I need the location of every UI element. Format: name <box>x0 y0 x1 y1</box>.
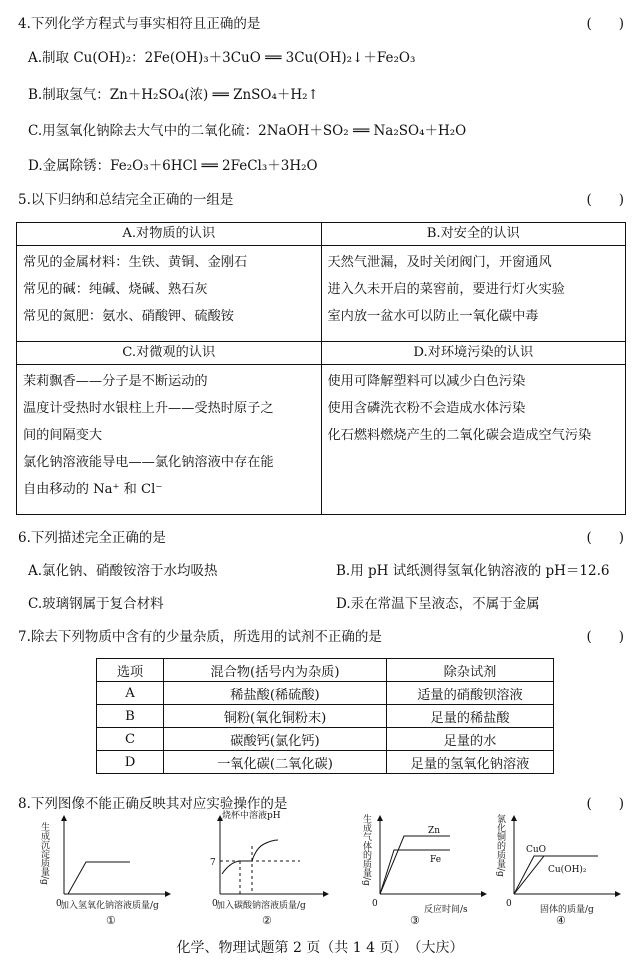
q5-cell-c-head: C.对微观的认识 <box>17 342 322 365</box>
graph-3-ylabel: 生成气体的质量/g <box>361 814 371 886</box>
graph-1 <box>64 818 168 894</box>
q5-cell-d-body <box>321 365 626 515</box>
table-row <box>97 682 554 705</box>
graph-4-xlabel: 固体的质量/g <box>540 905 594 915</box>
graph-1-ylabel: 生成沉淀质量/g <box>39 822 49 885</box>
q5-d-line: 化石燃料燃烧产生的二氧化碳会造成空气污染 <box>327 428 592 443</box>
q7-cell: 足量的水 <box>387 728 554 751</box>
q5-c-line: 茉莉飘香——分子是不断运动的 <box>23 374 208 389</box>
q7-header-option: 选项 <box>97 659 164 682</box>
q5-b-line: 室内放一盆水可以防止一氧化碳中毒 <box>327 309 539 324</box>
q8-stem: 8.下列图像不能正确反映其对应实验操作的是 <box>18 796 288 812</box>
graph-2-origin: 0 <box>212 899 218 909</box>
graph-4-series-cuoh2: Cu(OH)₂ <box>548 865 587 875</box>
graph-2-tick-7: 7 <box>210 858 216 868</box>
q6-option-c: C.玻璃钢属于复合材料 <box>28 596 164 612</box>
q6-option-d: D.汞在常温下呈液态，不属于金属 <box>336 596 540 612</box>
q7-header-mixture: 混合物(括号内为杂质) <box>164 659 387 682</box>
q5-c-line: 间的间隔变大 <box>23 428 103 443</box>
q6-answer-paren: ( ) <box>586 530 624 546</box>
q8-graphs <box>0 808 640 934</box>
graph-3-curve-zn <box>380 836 450 894</box>
q7-cell: B <box>97 705 164 728</box>
q7-answer-paren: ( ) <box>586 629 624 645</box>
q7-cell: 足量的稀盐酸 <box>387 705 554 728</box>
q7-cell: 铜粉(氧化铜粉末) <box>164 705 387 728</box>
q7-cell: A <box>97 682 164 705</box>
graph-2 <box>220 818 326 894</box>
graph-3-xlabel: 反应时间/s <box>424 905 468 915</box>
graph-3-series-zn: Zn <box>428 826 441 836</box>
q5-a-line: 常见的碱：纯碱、烧碱、熟石灰 <box>23 282 208 297</box>
q5-stem: 5.以下归纳和总结完全正确的一组是 <box>18 192 234 208</box>
page-footer: 化学、物理试题第 2 页（共 1 4 页） （大庆） <box>176 940 464 956</box>
q7-cell: C <box>97 728 164 751</box>
graph-4-curve-cuo <box>514 856 598 894</box>
q7-cell: D <box>97 751 164 774</box>
graph-3-origin: 0 <box>372 899 378 909</box>
graph-4-curve-cuoh2 <box>514 856 598 894</box>
graph-4-series-cuo: CuO <box>526 845 547 855</box>
graph-3-number: ③ <box>410 914 420 927</box>
q5-cell-a-head: A.对物质的认识 <box>17 223 322 246</box>
q4-answer-paren: ( ) <box>586 16 624 32</box>
graph-4-ylabel: 氯化铜的质量/g <box>495 814 505 877</box>
q8-answer-paren: ( ) <box>586 796 624 812</box>
q6-option-b: B.用 pH 试纸测得氢氧化钠溶液的 pH＝12.6 <box>336 563 610 579</box>
table-row <box>97 728 554 751</box>
q5-c-line: 自由移动的 Na⁺ 和 Cl⁻ <box>23 482 163 497</box>
q7-cell: 碳酸钙(氯化钙) <box>164 728 387 751</box>
table-row <box>97 751 554 774</box>
q5-a-line: 常见的金属材料：生铁、黄铜、金刚石 <box>23 255 248 270</box>
graph-4 <box>514 818 618 894</box>
q7-cell: 稀盐酸(稀硫酸) <box>164 682 387 705</box>
q5-cell-b-head: B.对安全的认识 <box>321 223 626 246</box>
q7-stem: 7.除去下列物质中含有的少量杂质，所选用的试剂不正确的是 <box>18 629 382 645</box>
q4-option-b: B.制取氢气：Zn＋H₂SO₄(浓) ══ ZnSO₄＋H₂↑ <box>28 87 319 103</box>
q5-summary-table <box>16 222 626 515</box>
q4-option-a: A.制取 Cu(OH)₂：2Fe(OH)₃＋3CuO ══ 3Cu(OH)₂↓＋Fe₂O₃ <box>28 50 416 66</box>
q7-header-reagent: 除杂试剂 <box>387 659 554 682</box>
q7-cell: 一氧化碳(二氧化碳) <box>164 751 387 774</box>
graph-1-origin: 0 <box>56 899 62 909</box>
graph-1-xlabel: 加入氢氧化钠溶液质量/g <box>60 901 159 911</box>
q4-stem: 4.下列化学方程式与事实相符且正确的是 <box>18 16 261 32</box>
q5-answer-paren: ( ) <box>586 192 624 208</box>
graph-1-curve <box>68 862 130 894</box>
q6-stem: 6.下列描述完全正确的是 <box>18 530 166 546</box>
q5-d-line: 使用可降解塑料可以减少白色污染 <box>327 374 526 389</box>
graph-3-series-fe: Fe <box>430 855 442 865</box>
q6-option-a: A.氯化钠、硝酸铵溶于水均吸热 <box>28 563 218 579</box>
graph-2-xlabel: 加入碳酸钠溶液质量/g <box>216 901 306 911</box>
graph-2-number: ② <box>262 914 272 927</box>
q7-cell: 适量的硝酸钡溶液 <box>387 682 554 705</box>
q4-option-c: C.用氢氧化钠除去大气中的二氧化硫：2NaOH＋SO₂ ══ Na₂SO₄＋H₂O <box>28 123 467 139</box>
q5-d-line: 使用含磷洗衣粉不会造成水体污染 <box>327 401 526 416</box>
q4-option-d: D.金属除锈：Fe₂O₃＋6HCl ══ 2FeCl₃＋3H₂O <box>28 158 318 174</box>
q5-b-line: 天然气泄漏，及时关闭阀门，开窗通风 <box>327 255 552 270</box>
q5-c-line: 温度计受热时水银柱上升——受热时原子之 <box>23 401 274 416</box>
q5-b-line: 进入久未开启的菜窖前，要进行灯火实验 <box>327 282 565 297</box>
table-row <box>97 705 554 728</box>
graph-4-origin: 0 <box>506 899 512 909</box>
graph-2-curve <box>222 840 278 874</box>
q5-cell-b-body <box>321 246 626 342</box>
q5-cell-d-head: D.对环境污染的认识 <box>321 342 626 365</box>
q5-cell-c-body <box>17 365 322 515</box>
q5-cell-a-body <box>17 246 322 342</box>
graph-1-number: ① <box>106 914 116 927</box>
q7-impurity-table <box>96 658 554 774</box>
q5-a-line: 常见的氮肥：氨水、硝酸钾、硫酸铵 <box>23 309 234 324</box>
graph-4-number: ④ <box>556 914 566 927</box>
q7-cell: 足量的氢氧化钠溶液 <box>387 751 554 774</box>
graph-2-ylabel: 烧杯中溶液pH <box>222 811 281 821</box>
q5-c-line: 氯化钠溶液能导电——氯化钠溶液中存在能 <box>23 455 274 470</box>
